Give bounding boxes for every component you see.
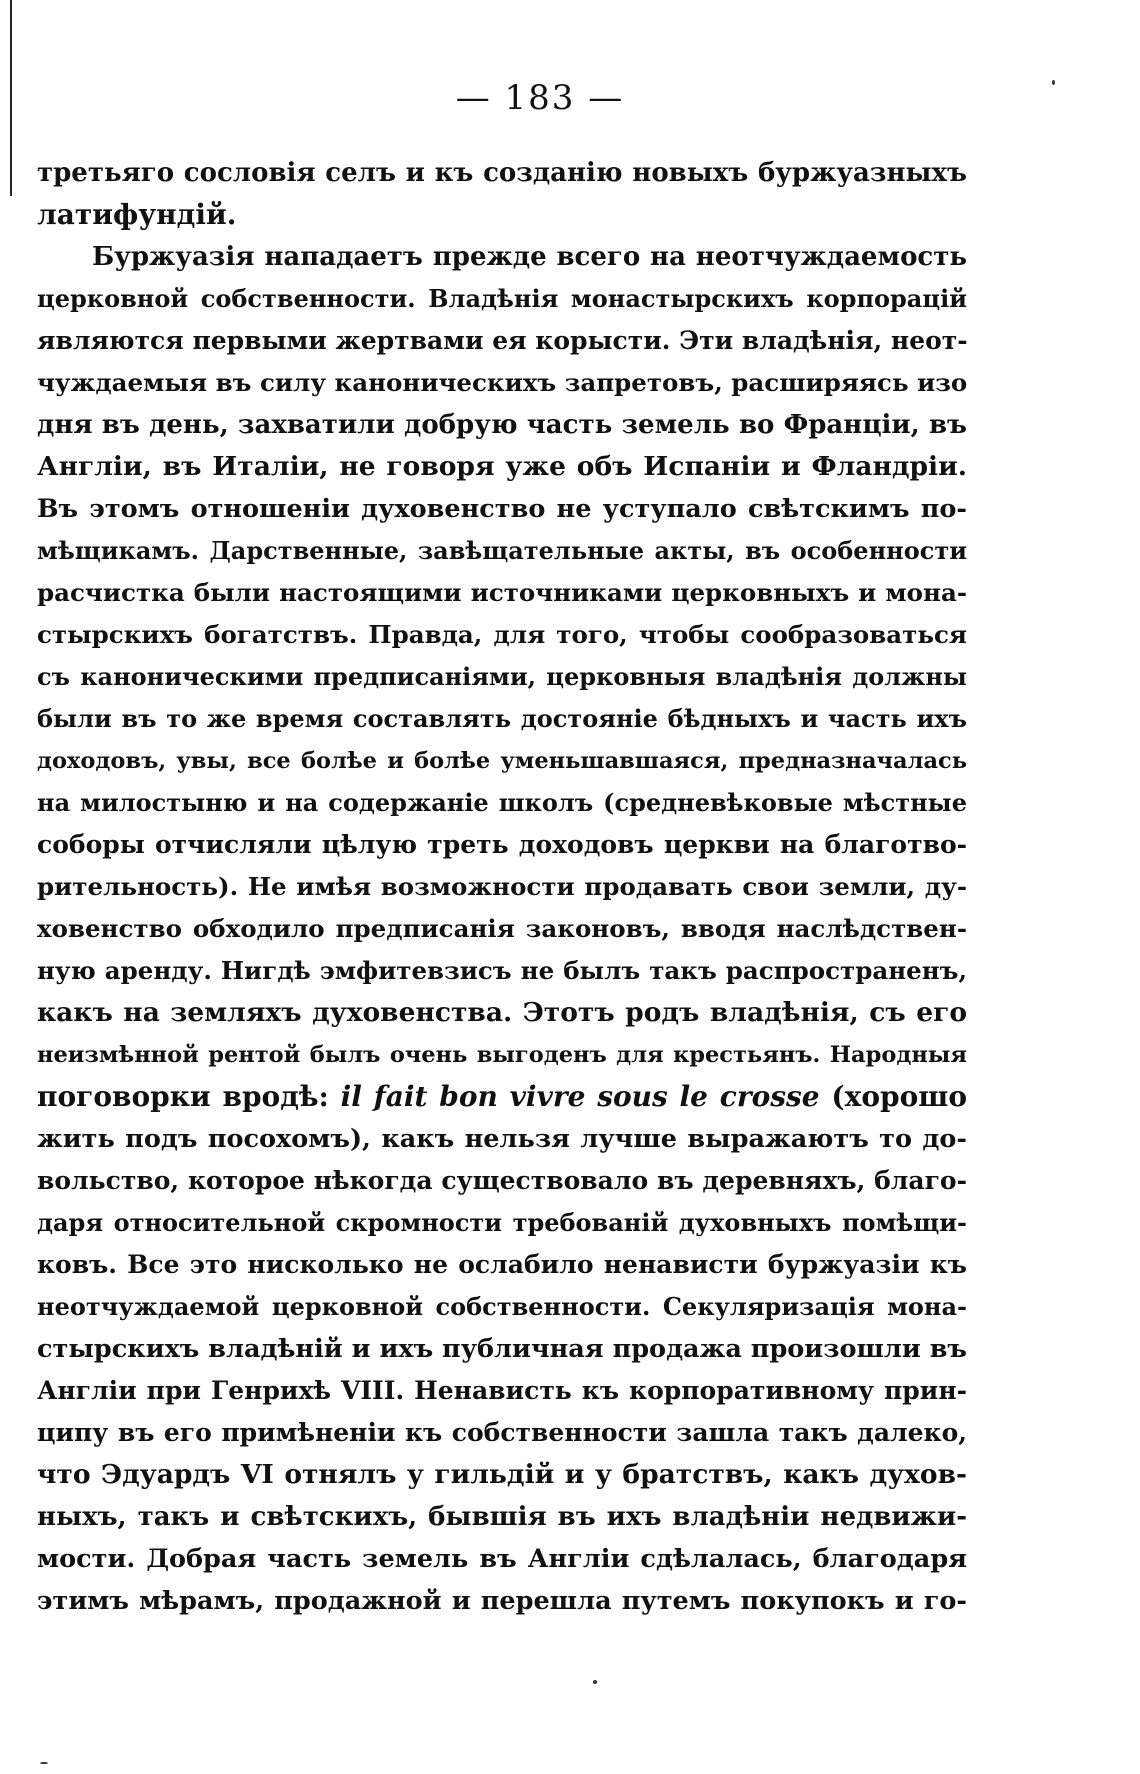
- text-line: церковной собственности. Владѣнія монастырскихъ корпорацій: [37, 284, 967, 313]
- page-number: — 183 —: [455, 78, 625, 118]
- scan-speck: [1052, 80, 1055, 85]
- text-line: рительность). Не имѣя возможности продавать свои земли, ду-: [37, 872, 967, 901]
- text-line: мости. Добрая часть земель въ Англіи сдѣлалась, благодаря: [37, 1544, 967, 1574]
- text-line: вольство, которое нѣкогда существовало въ деревняхъ, благо-: [37, 1166, 967, 1195]
- text-line: на милостыню и на содержаніе школъ (средневѣковые мѣстные: [37, 788, 967, 817]
- scan-speck: [593, 1680, 597, 1684]
- text-line: неотчуждаемой церковной собственности. Секуляризація мона-: [37, 1292, 967, 1321]
- text-line-segment: поговорки вродѣ:: [37, 1080, 341, 1113]
- text-line-segment: (хорошо: [819, 1080, 968, 1113]
- text-line: стырскихъ владѣній и ихъ публичная продажа произошли въ: [37, 1334, 967, 1364]
- text-line: неизмѣнной рентой былъ очень выгоденъ для крестьянъ. Народныя: [37, 1042, 967, 1068]
- text-line: стырскихъ богатствъ. Правда, для того, чтобы сообразоваться: [37, 620, 967, 649]
- text-line: даря относительной скромности требованій духовныхъ помѣщи-: [37, 1208, 967, 1237]
- text-line: этимъ мѣрамъ, продажной и перешла путемъ покупокъ и го-: [37, 1586, 967, 1616]
- text-line: съ каноническими предписаніями, церковныя владѣнія должны: [37, 662, 967, 691]
- text-line: латифундій.: [37, 198, 237, 231]
- text-line: Въ этомъ отношеніи духовенство не уступало свѣтскимъ по-: [37, 494, 967, 524]
- text-line: были въ то же время составлять достояніе бѣдныхъ и часть ихъ: [37, 704, 967, 733]
- text-line: [37, 1076, 967, 1118]
- text-line: ковъ. Все это нисколько не ослабило ненависти буржуазіи къ: [37, 1250, 967, 1279]
- text-line: Англіи, въ Италіи, не говоря уже объ Испаніи и Фландріи.: [37, 451, 967, 482]
- text-line: расчистка были настоящими источниками церковныхъ и мона-: [37, 578, 967, 607]
- text-line: доходовъ, увы, все болѣе и болѣе уменьшавшаяся, предназначалась: [37, 748, 967, 774]
- text-line: третьяго сословія селъ и къ созданію новыхъ буржуазныхъ: [37, 158, 967, 188]
- text-line: являются первыми жертвами ея корысти. Эти владѣнія, неот-: [37, 326, 968, 355]
- french-quote: il fait bon vivre sous le crosse: [340, 1080, 820, 1113]
- text-line: соборы отчисляли цѣлую треть доходовъ церкви на благотво-: [37, 830, 967, 859]
- body-text: [37, 152, 967, 1622]
- text-line: жить подъ посохомъ), какъ нельзя лучше выражаютъ то до-: [37, 1124, 967, 1154]
- text-line: мѣщикамъ. Дарственные, завѣщательные акты, въ особенности: [37, 536, 967, 565]
- text-line: какъ на земляхъ духовенства. Этотъ родъ владѣнія, съ его: [37, 997, 967, 1028]
- text-line: ховенство обходило предписанія законовъ, вводя наслѣдствен-: [37, 914, 967, 943]
- text-line: дня въ день, захватили добрую часть земель во Франціи, въ: [37, 410, 967, 440]
- text-line: Англіи при Генрихѣ VIII. Ненависть къ корпоративному прин-: [37, 1376, 967, 1405]
- scan-speck: [40, 1762, 48, 1764]
- text-line: ныхъ, такъ и свѣтскихъ, бывшія въ ихъ владѣніи недвижи-: [37, 1502, 967, 1532]
- text-line: чуждаемыя въ силу каноническихъ запретовъ, расширяясь изо: [37, 368, 968, 397]
- text-line: что Эдуардъ VI отнялъ у гильдій и у братствъ, какъ духов-: [37, 1459, 967, 1490]
- text-line: Буржуазія нападаетъ прежде всего на неотчуждаемость: [92, 242, 967, 272]
- text-line: ципу въ его примѣненіи къ собственности зашла такъ далеко,: [37, 1418, 967, 1447]
- text-line: ную аренду. Нигдѣ эмфитевзисъ не былъ такъ распространенъ,: [37, 956, 967, 985]
